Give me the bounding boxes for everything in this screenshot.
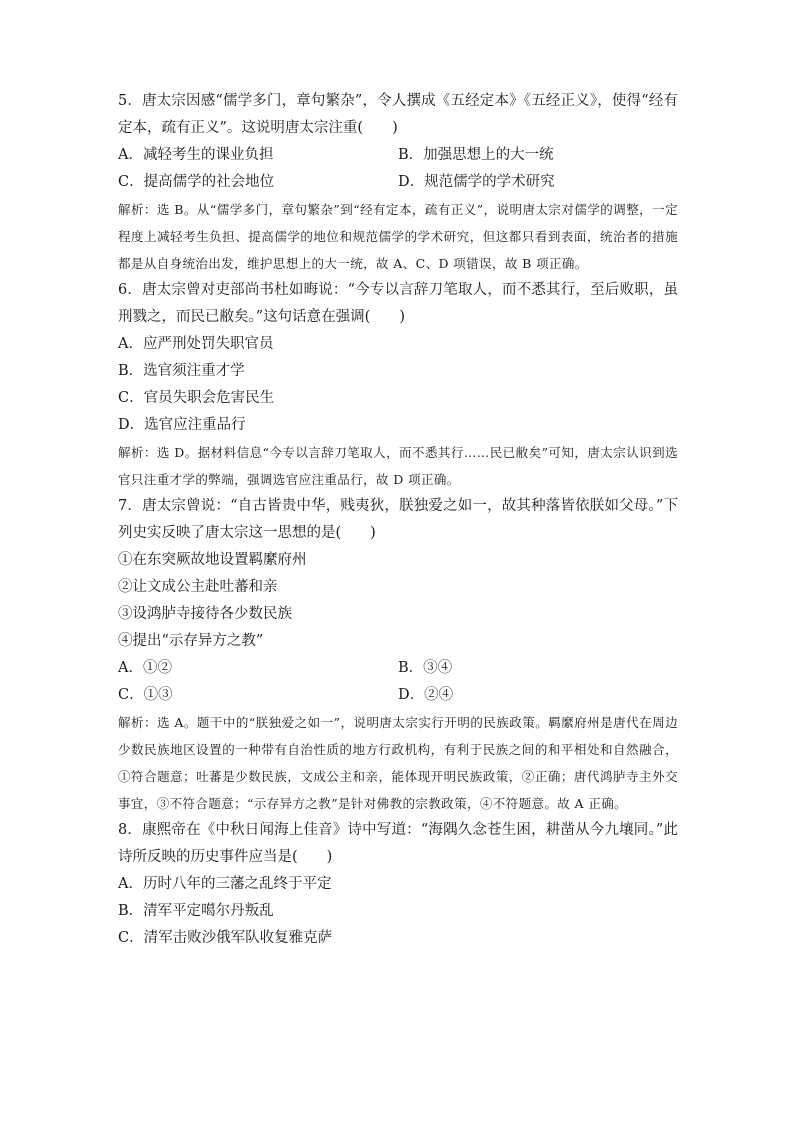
question-5-option-c[interactable]: C．提高儒学的社会地位 (118, 174, 275, 190)
question-8-option-c[interactable]: C．清军击败沙俄军队收复雅克萨 (118, 930, 333, 946)
question-5-option-d[interactable]: D．规范儒学的学术研究 (398, 174, 555, 190)
question-7-options-row-2 (118, 682, 678, 709)
question-7-option-b[interactable]: B．③④ (398, 660, 453, 676)
question-6-option-a[interactable]: A．应严刑处罚失职官员 (118, 336, 274, 352)
document-page (118, 88, 678, 952)
question-5-option-b[interactable]: B．加强思想上的大一统 (398, 147, 554, 163)
question-7-option-d[interactable]: D．②④ (398, 687, 454, 703)
question-6-explanation: 解析：选 D。据材料信息“今专以言辞刀笔取人，而不悉其行……民已敝矣”可知，唐太宗认识到选官只注重才学的弊端，强调选官应注重品行，故 D 项正确。 (118, 445, 678, 487)
question-6-option-c[interactable]: C．官员失职会危害民生 (118, 390, 275, 406)
question-8-stem: 8．康熙帝在《中秋日闻海上佳音》诗中写道：“海隅久念苍生困，耕凿从今九壤同。”此诗所反映的历史事件应当是( ) (118, 822, 678, 865)
question-6-stem: 6．唐太宗曾对吏部尚书杜如晦说：“今专以言辞刀笔取人，而不悉其行，至后败职，虽刑戮之，而民已敝矣。”这句话意在强调( ) (118, 282, 678, 325)
question-7-item-4: ④提出“示存异方之教” (118, 633, 264, 649)
question-7-item-2: ②让文成公主赴吐蕃和亲 (118, 579, 278, 595)
question-6-option-d[interactable]: D．选官应注重品行 (118, 417, 246, 433)
question-7-item-1: ①在东突厥故地设置羁縻府州 (118, 552, 307, 568)
question-7-stem: 7．唐太宗曾说：“自古皆贵中华，贱夷狄，朕独爱之如一，故其种落皆依朕如父母。”下列史实反映了唐太宗这一思想的是( ) (118, 498, 678, 541)
question-6-option-b[interactable]: B．选官须注重才学 (118, 363, 245, 379)
question-8-option-b[interactable]: B．清军平定噶尔丹叛乱 (118, 903, 274, 919)
question-5-stem: 5．唐太宗因感“儒学多门，章句繁杂”，令人撰成《五经定本》《五经正义》，使得“经有定本，疏有正义”。这说明唐太宗注重( ) (118, 93, 678, 136)
question-7-item-3: ③设鸿胪寺接待各少数民族 (118, 606, 292, 622)
question-5-option-a[interactable]: A．减轻考生的课业负担 (118, 147, 274, 163)
question-7-option-c[interactable]: C．①③ (118, 687, 173, 703)
question-5-explanation: 解析：选 B。从“儒学多门，章句繁杂”到“经有定本，疏有正义”，说明唐太宗对儒学的调整，一定程度上减轻考生负担、提高儒学的地位和规范儒学的学术研究，但这都只看到表面，统治者的措施都是从自身统治出发，维护思想上的大一统，故 A、C、D 项错误，故 B 项正确。 (118, 202, 678, 271)
question-5-options-row-2 (118, 169, 678, 196)
question-8-option-a[interactable]: A．历时八年的三藩之乱终于平定 (118, 876, 332, 892)
question-7-option-a[interactable]: A．①② (118, 660, 172, 676)
question-5-options-row-1 (118, 142, 678, 169)
question-7-options-row-1 (118, 655, 678, 682)
question-7-explanation: 解析：选 A。题干中的“朕独爱之如一”，说明唐太宗实行开明的民族政策。羁縻府州是唐代在周边少数民族地区设置的一种带有自治性质的地方行政机构，有利于民族之间的和平相处和自然融合，①符合题意；吐蕃是少数民族，文成公主和亲，能体现开明民族政策，②正确；唐代鸿胪寺主外交事宜，③不符合题意；“示存异方之教”是针对佛教的宗教政策，④不符题意。故 A 正确。 (118, 715, 678, 811)
